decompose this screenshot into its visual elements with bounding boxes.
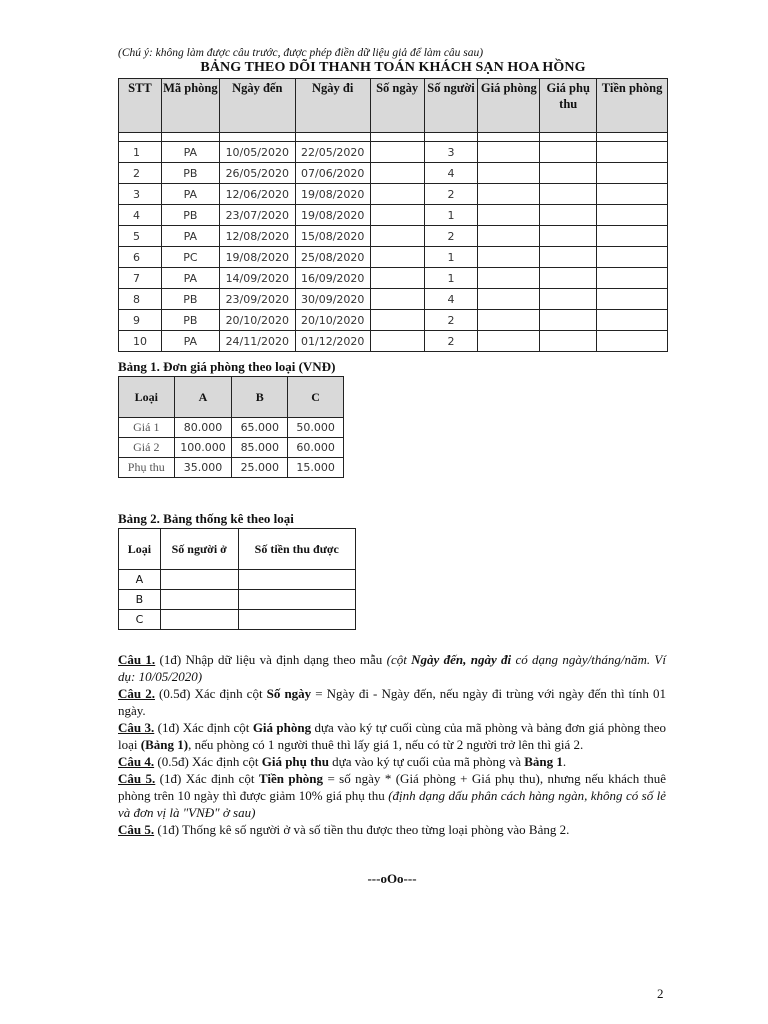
statistics-table [118, 528, 356, 630]
stats-table-caption: Bảng 2. Bảng thống kê theo loại [118, 511, 294, 526]
empty-cell [597, 133, 668, 142]
table-cell: 9 [119, 310, 162, 331]
table-row [119, 268, 668, 289]
column-header: Loại [119, 529, 161, 570]
table-cell: PB [161, 289, 219, 310]
table-cell: 15/08/2020 [295, 226, 370, 247]
table-cell [597, 247, 668, 268]
empty-cell [295, 133, 370, 142]
question-text: (1đ) Xác định cột [154, 720, 253, 735]
table-cell: 07/06/2020 [295, 163, 370, 184]
question-label: Câu 2. [118, 686, 155, 701]
question-text: (1đ) Xác định cột [155, 771, 259, 786]
table-cell [478, 289, 540, 310]
table-cell: 23/07/2020 [219, 205, 295, 226]
table-cell: 4 [424, 163, 478, 184]
question-item [118, 685, 666, 719]
question-text: (0.5đ) Xác định cột [154, 686, 267, 701]
column-header: Ngày đi [295, 79, 370, 133]
table-cell: 35.000 [174, 458, 232, 478]
table-row [119, 610, 356, 630]
column-header: A [174, 377, 232, 418]
table-cell [370, 268, 424, 289]
table-row [119, 163, 668, 184]
table-row [119, 142, 668, 163]
column-header: STT [119, 79, 162, 133]
question-text: = Ngày đi - Ngày đến, nếu ngày đi trùng với ngày đến thì tính 01 ngày. [118, 686, 666, 718]
table-cell [370, 142, 424, 163]
table-cell: B [119, 590, 161, 610]
table-cell [540, 289, 597, 310]
table-cell [597, 226, 668, 247]
table-cell: 19/08/2020 [295, 205, 370, 226]
table-cell: 23/09/2020 [219, 289, 295, 310]
table-cell: 1 [424, 268, 478, 289]
question-text: (định dạng dấu phân cách hàng ngàn, không có số lẻ và đơn vị là "VNĐ" ở sau) [118, 788, 666, 820]
table-cell [597, 163, 668, 184]
table-cell [160, 610, 238, 630]
table-cell [370, 184, 424, 205]
table-cell [597, 268, 668, 289]
table-cell [478, 268, 540, 289]
question-text: (1đ) Nhập dữ liệu và định dạng theo mẫu [155, 652, 387, 667]
exam-note [118, 44, 483, 60]
table-cell: 3 [119, 184, 162, 205]
table-cell [540, 331, 597, 352]
table-cell: PA [161, 268, 219, 289]
column-header: Số người [424, 79, 478, 133]
table-cell [597, 310, 668, 331]
table-cell [597, 331, 668, 352]
table-cell [370, 163, 424, 184]
table-cell [238, 610, 355, 630]
table-cell: A [119, 570, 161, 590]
table-cell: 20/10/2020 [219, 310, 295, 331]
table-cell: 19/08/2020 [219, 247, 295, 268]
column-header: Số ngày [370, 79, 424, 133]
question-text: . [562, 754, 567, 769]
table-cell: 26/05/2020 [219, 163, 295, 184]
table-cell: 25.000 [232, 458, 288, 478]
table-cell: 14/09/2020 [219, 268, 295, 289]
table-cell [370, 205, 424, 226]
table-cell [478, 205, 540, 226]
table-cell: Giá 1 [119, 418, 175, 438]
table-cell: 30/09/2020 [295, 289, 370, 310]
table-cell: 12/08/2020 [219, 226, 295, 247]
table-row [119, 247, 668, 268]
question-item [118, 719, 666, 753]
table-cell: 20/10/2020 [295, 310, 370, 331]
table-cell: PC [161, 247, 219, 268]
table-row [119, 205, 668, 226]
question-text: (Bảng 1) [140, 737, 189, 752]
table-cell: PA [161, 226, 219, 247]
question-text: Giá phụ thu [261, 754, 329, 769]
table-cell [540, 205, 597, 226]
table-row [119, 289, 668, 310]
table-cell: 25/08/2020 [295, 247, 370, 268]
table-cell [597, 289, 668, 310]
question-item [118, 821, 666, 838]
table-cell [478, 310, 540, 331]
table-row [119, 458, 344, 478]
table-row [119, 331, 668, 352]
table-cell: 3 [424, 142, 478, 163]
empty-cell [370, 133, 424, 142]
question-item [118, 753, 666, 770]
question-text: Ngày đến, ngày đi [411, 652, 512, 667]
column-header: Tiền phòng [597, 79, 668, 133]
table-cell [370, 331, 424, 352]
table-row [119, 590, 356, 610]
table-cell: 19/08/2020 [295, 184, 370, 205]
table-cell [370, 247, 424, 268]
page-number: 2 [657, 986, 664, 1001]
table-cell [540, 310, 597, 331]
spacer-row [119, 133, 668, 142]
end-separator: ---oOo--- [367, 871, 417, 886]
question-item [118, 770, 666, 821]
table-cell [597, 184, 668, 205]
table-cell [540, 226, 597, 247]
table-cell: 2 [424, 310, 478, 331]
payment-tracking-table [118, 78, 668, 352]
table-cell: 6 [119, 247, 162, 268]
question-text: , nếu phòng có 1 người thuê thì lấy giá 1, nếu có từ 2 người trở lên thì giá 2. [188, 737, 584, 752]
table-cell: 22/05/2020 [295, 142, 370, 163]
question-list [118, 651, 666, 838]
empty-cell [119, 133, 162, 142]
table-cell [478, 226, 540, 247]
table-cell: PB [161, 310, 219, 331]
table-row [119, 570, 356, 590]
table-cell: PA [161, 184, 219, 205]
table-cell [238, 590, 355, 610]
table-cell [478, 184, 540, 205]
table-cell: 1 [424, 247, 478, 268]
table-cell: 4 [424, 289, 478, 310]
question-text: dựa vào ký tự cuối của mã phòng và [328, 754, 525, 769]
table-cell: 80.000 [174, 418, 232, 438]
column-header: Giá phụ thu [540, 79, 597, 133]
table-cell [370, 226, 424, 247]
table-cell [597, 205, 668, 226]
table-cell: 2 [424, 226, 478, 247]
question-text: Bảng 1 [524, 754, 563, 769]
table-cell: 1 [424, 205, 478, 226]
table-cell: 4 [119, 205, 162, 226]
table-header-row [119, 529, 356, 570]
table-cell [238, 570, 355, 590]
room-price-table [118, 376, 344, 478]
table-cell: PA [161, 142, 219, 163]
column-header: C [288, 377, 344, 418]
question-label: Câu 5. [118, 822, 155, 837]
table-cell [540, 163, 597, 184]
table-cell [478, 142, 540, 163]
table-cell [160, 590, 238, 610]
column-header: Ngày đến [219, 79, 295, 133]
column-header: B [232, 377, 288, 418]
table-row [119, 310, 668, 331]
column-header: Loại [119, 377, 175, 418]
table-cell: 24/11/2020 [219, 331, 295, 352]
table-cell: 2 [119, 163, 162, 184]
question-text: Số ngày [266, 686, 312, 701]
table-cell: PB [161, 205, 219, 226]
table-cell: 10 [119, 331, 162, 352]
table-cell: 2 [424, 184, 478, 205]
empty-cell [161, 133, 219, 142]
column-header: Giá phòng [478, 79, 540, 133]
page-title: BẢNG THEO DÕI THANH TOÁN KHÁCH SẠN HOA HỒNG [200, 60, 586, 75]
table-cell [540, 268, 597, 289]
empty-cell [540, 133, 597, 142]
table-cell: 10/05/2020 [219, 142, 295, 163]
question-text: (0.5đ) Xác định cột [154, 754, 262, 769]
table-cell [370, 310, 424, 331]
table-cell: 01/12/2020 [295, 331, 370, 352]
question-text: Tiền phòng [258, 771, 324, 786]
column-header: Số tiền thu được [238, 529, 355, 570]
empty-cell [219, 133, 295, 142]
table-cell [597, 142, 668, 163]
table-cell: 100.000 [174, 438, 232, 458]
table-cell: 7 [119, 268, 162, 289]
table-cell: 15.000 [288, 458, 344, 478]
table-cell: 85.000 [232, 438, 288, 458]
question-label: Câu 3. [118, 720, 155, 735]
table-cell: 50.000 [288, 418, 344, 438]
question-text: (1đ) Thống kê số người ở và số tiền thu được theo từng loại phòng vào Bảng 2. [154, 822, 570, 837]
table-cell: 16/09/2020 [295, 268, 370, 289]
table-cell [478, 163, 540, 184]
column-header: Số người ở [160, 529, 238, 570]
table-row [119, 184, 668, 205]
table-cell: 5 [119, 226, 162, 247]
table-row [119, 226, 668, 247]
table-cell [160, 570, 238, 590]
table-cell: 60.000 [288, 438, 344, 458]
table-cell: 2 [424, 331, 478, 352]
table-cell: C [119, 610, 161, 630]
table-cell [540, 247, 597, 268]
table-row [119, 418, 344, 438]
question-text: Giá phòng [252, 720, 312, 735]
table-cell: PA [161, 331, 219, 352]
table-cell [540, 142, 597, 163]
table-cell: 8 [119, 289, 162, 310]
table-cell [478, 247, 540, 268]
table-cell: PB [161, 163, 219, 184]
column-header: Mã phòng [161, 79, 219, 133]
table-cell: Giá 2 [119, 438, 175, 458]
question-label: Câu 1. [118, 652, 156, 667]
question-text: có dạng ngày/tháng/năm. Ví dụ: 10/05/2020) [118, 652, 666, 684]
question-text: = số ngày * (Giá phòng + Giá phụ thu), nhưng nếu khách thuê phòng trên 10 ngày thì được giảm 10% giá phụ thu [118, 771, 666, 803]
empty-cell [424, 133, 478, 142]
table-cell: 1 [119, 142, 162, 163]
table-cell: 65.000 [232, 418, 288, 438]
question-text: dựa vào ký tự cuối cùng của mã phòng và bảng đơn giá phòng theo loại [118, 720, 666, 752]
table-cell [478, 331, 540, 352]
question-item [118, 651, 666, 685]
question-label: Câu 4. [118, 754, 155, 769]
table-header-row [119, 377, 344, 418]
question-text: (cột [386, 652, 412, 667]
table-row [119, 438, 344, 458]
table-cell: Phụ thu [119, 458, 175, 478]
table-header-row [119, 79, 668, 133]
price-table-caption: Bảng 1. Đơn giá phòng theo loại (VNĐ) [118, 359, 336, 374]
question-label: Câu 5. [118, 771, 156, 786]
table-cell [370, 289, 424, 310]
empty-cell [478, 133, 540, 142]
table-cell [540, 184, 597, 205]
exam-note-text: (Chú ý: không làm được câu trước, được phép điền dữ liệu giả để làm câu sau) [118, 47, 484, 59]
table-cell: 12/06/2020 [219, 184, 295, 205]
